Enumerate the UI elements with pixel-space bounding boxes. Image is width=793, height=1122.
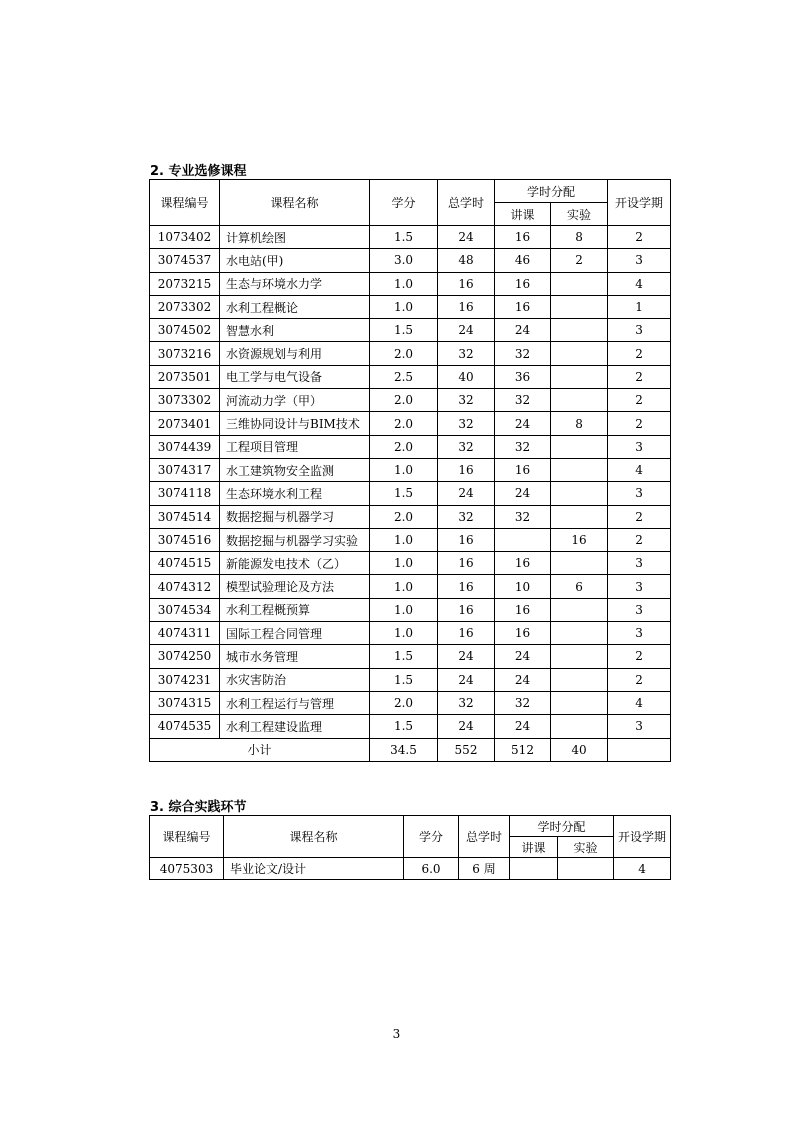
course-semester: 4	[614, 858, 671, 880]
course-name: 水电站(甲)	[220, 249, 370, 272]
course-total-hours: 32	[438, 691, 495, 714]
course-credit: 2.0	[370, 342, 438, 365]
course-code: 2073401	[150, 412, 220, 435]
course-semester: 3	[608, 482, 671, 505]
subtotal-lab-hours: 40	[551, 738, 608, 761]
course-name: 水灾害防治	[220, 668, 370, 691]
course-total-hours: 16	[438, 575, 495, 598]
course-semester: 4	[608, 691, 671, 714]
course-lab-hours	[551, 342, 608, 365]
table-row	[150, 342, 671, 365]
table-row	[150, 412, 671, 435]
course-semester: 2	[608, 505, 671, 528]
course-name: 水利工程运行与管理	[220, 691, 370, 714]
course-total-hours: 24	[438, 319, 495, 342]
course-lecture-hours: 16	[495, 295, 551, 318]
course-lab-hours	[551, 715, 608, 738]
header-lecture: 讲课	[510, 837, 558, 858]
course-lab-hours	[551, 505, 608, 528]
header-semester: 开设学期	[614, 816, 671, 858]
course-total-hours: 32	[438, 435, 495, 458]
table-row	[150, 272, 671, 295]
course-lecture-hours: 24	[495, 412, 551, 435]
course-semester: 4	[608, 272, 671, 295]
course-name: 新能源发电技术（乙）	[220, 552, 370, 575]
course-lecture-hours: 24	[495, 715, 551, 738]
course-name: 智慧水利	[220, 319, 370, 342]
header-credit: 学分	[370, 180, 438, 226]
course-total-hours: 32	[438, 412, 495, 435]
table-row	[150, 435, 671, 458]
course-lab-hours: 6	[551, 575, 608, 598]
course-total-hours: 32	[438, 505, 495, 528]
course-total-hours: 32	[438, 389, 495, 412]
course-semester: 2	[608, 342, 671, 365]
course-name: 数据挖掘与机器学习实验	[220, 528, 370, 551]
course-semester: 4	[608, 458, 671, 481]
course-semester: 2	[608, 226, 671, 249]
course-lecture-hours: 32	[495, 435, 551, 458]
table-row	[150, 389, 671, 412]
course-credit: 2.0	[370, 412, 438, 435]
course-lecture-hours: 24	[495, 668, 551, 691]
course-total-hours: 40	[438, 365, 495, 388]
course-lab-hours	[551, 598, 608, 621]
table-row	[150, 668, 671, 691]
header-total-hours: 总学时	[459, 816, 510, 858]
course-lecture-hours: 16	[495, 622, 551, 645]
header-hour-distribution: 学时分配	[510, 816, 614, 837]
table-row	[150, 575, 671, 598]
course-total-hours: 24	[438, 482, 495, 505]
course-name: 工程项目管理	[220, 435, 370, 458]
course-lab-hours	[551, 295, 608, 318]
course-total-hours: 24	[438, 226, 495, 249]
table-row	[150, 458, 671, 481]
course-lecture-hours: 16	[495, 226, 551, 249]
table-row	[150, 598, 671, 621]
course-semester: 2	[608, 668, 671, 691]
subtotal-credit: 34.5	[370, 738, 438, 761]
course-credit: 2.0	[370, 691, 438, 714]
course-name: 数据挖掘与机器学习	[220, 505, 370, 528]
course-lab-hours	[551, 435, 608, 458]
table-row	[150, 295, 671, 318]
header-lab: 实验	[558, 837, 614, 858]
course-semester: 3	[608, 435, 671, 458]
subtotal-lecture-hours: 512	[495, 738, 551, 761]
table-row	[150, 552, 671, 575]
course-lecture-hours: 32	[495, 505, 551, 528]
course-name: 国际工程合同管理	[220, 622, 370, 645]
header-course-code: 课程编号	[150, 180, 220, 226]
table-row	[150, 319, 671, 342]
subtotal-row	[150, 738, 671, 761]
course-name: 水利工程概预算	[220, 598, 370, 621]
header-course-code: 课程编号	[150, 816, 224, 858]
course-lecture-hours: 10	[495, 575, 551, 598]
course-lecture-hours: 16	[495, 552, 551, 575]
course-credit: 2.0	[370, 389, 438, 412]
course-total-hours: 16	[438, 295, 495, 318]
course-code: 4075303	[150, 858, 224, 880]
table-row	[150, 249, 671, 272]
table-row	[150, 482, 671, 505]
course-code: 3074516	[150, 528, 220, 551]
course-code: 3074514	[150, 505, 220, 528]
course-credit: 1.5	[370, 645, 438, 668]
course-name: 三维协同设计与BIM技术	[220, 412, 370, 435]
course-lecture-hours	[495, 528, 551, 551]
course-total-hours: 48	[438, 249, 495, 272]
course-semester: 3	[608, 575, 671, 598]
course-name: 水利工程概论	[220, 295, 370, 318]
course-code: 3074534	[150, 598, 220, 621]
table-row	[150, 622, 671, 645]
course-semester: 3	[608, 319, 671, 342]
course-lab-hours	[551, 389, 608, 412]
header-semester: 开设学期	[608, 180, 671, 226]
course-credit: 2.0	[370, 505, 438, 528]
course-credit: 2.5	[370, 365, 438, 388]
course-credit: 1.5	[370, 226, 438, 249]
course-credit: 1.0	[370, 575, 438, 598]
course-name: 计算机绘图	[220, 226, 370, 249]
table-row	[150, 226, 671, 249]
course-semester: 3	[608, 622, 671, 645]
course-semester: 3	[608, 715, 671, 738]
course-total-hours: 32	[438, 342, 495, 365]
course-semester: 3	[608, 552, 671, 575]
section-3-title: 3. 综合实践环节	[150, 800, 247, 815]
header-total-hours: 总学时	[438, 180, 495, 226]
table-row	[150, 528, 671, 551]
header-lecture: 讲课	[495, 203, 551, 226]
course-code: 4074311	[150, 622, 220, 645]
course-lab-hours: 8	[551, 412, 608, 435]
header-hour-distribution: 学时分配	[495, 180, 608, 203]
course-semester: 1	[608, 295, 671, 318]
course-lab-hours: 8	[551, 226, 608, 249]
page-number: 3	[392, 1027, 401, 1041]
course-name: 水工建筑物安全监测	[220, 458, 370, 481]
subtotal-total-hours: 552	[438, 738, 495, 761]
course-code: 3074250	[150, 645, 220, 668]
course-semester: 2	[608, 528, 671, 551]
course-lecture-hours: 24	[495, 319, 551, 342]
course-total-hours: 16	[438, 622, 495, 645]
course-semester: 2	[608, 365, 671, 388]
course-name: 河流动力学（甲）	[220, 389, 370, 412]
course-code: 3074315	[150, 691, 220, 714]
section-2-title: 2. 专业选修课程	[150, 164, 247, 179]
course-semester: 2	[608, 389, 671, 412]
course-code: 3074231	[150, 668, 220, 691]
practice-courses-table	[149, 815, 671, 880]
course-lecture-hours: 32	[495, 691, 551, 714]
course-total-hours: 16	[438, 272, 495, 295]
course-code: 2073215	[150, 272, 220, 295]
course-code: 4074515	[150, 552, 220, 575]
course-code: 2073302	[150, 295, 220, 318]
course-lecture-hours: 24	[495, 482, 551, 505]
course-total-hours: 24	[438, 668, 495, 691]
course-name: 水资源规划与利用	[220, 342, 370, 365]
course-lab-hours	[551, 668, 608, 691]
course-lab-hours	[558, 858, 614, 880]
course-semester: 3	[608, 249, 671, 272]
course-name: 生态与环境水力学	[220, 272, 370, 295]
table-row	[150, 715, 671, 738]
course-lecture-hours: 36	[495, 365, 551, 388]
course-lab-hours	[551, 552, 608, 575]
course-semester: 2	[608, 645, 671, 668]
course-lab-hours	[551, 272, 608, 295]
course-name: 生态环境水利工程	[220, 482, 370, 505]
course-lab-hours	[551, 622, 608, 645]
header-credit: 学分	[404, 816, 459, 858]
course-lab-hours: 16	[551, 528, 608, 551]
course-lecture-hours: 16	[495, 272, 551, 295]
course-credit: 1.0	[370, 552, 438, 575]
course-lecture-hours: 16	[495, 598, 551, 621]
course-code: 3074502	[150, 319, 220, 342]
course-lab-hours	[551, 645, 608, 668]
course-name: 模型试验理论及方法	[220, 575, 370, 598]
course-credit: 1.0	[370, 272, 438, 295]
course-lab-hours	[551, 482, 608, 505]
course-credit: 2.0	[370, 435, 438, 458]
course-total-hours: 6 周	[459, 858, 510, 880]
subtotal-semester	[608, 738, 671, 761]
course-lab-hours	[551, 319, 608, 342]
course-credit: 1.5	[370, 715, 438, 738]
header-course-name: 课程名称	[220, 180, 370, 226]
course-lab-hours	[551, 691, 608, 714]
course-credit: 1.5	[370, 319, 438, 342]
course-credit: 1.5	[370, 668, 438, 691]
course-code: 4074312	[150, 575, 220, 598]
subtotal-label: 小计	[150, 738, 370, 761]
course-lecture-hours	[510, 858, 558, 880]
table-row	[150, 645, 671, 668]
course-lecture-hours: 46	[495, 249, 551, 272]
course-code: 3073302	[150, 389, 220, 412]
table-row	[150, 691, 671, 714]
table-row	[150, 365, 671, 388]
course-total-hours: 16	[438, 458, 495, 481]
header-course-name: 课程名称	[224, 816, 404, 858]
course-name: 水利工程建设监理	[220, 715, 370, 738]
course-name: 城市水务管理	[220, 645, 370, 668]
course-lab-hours	[551, 365, 608, 388]
course-lab-hours: 2	[551, 249, 608, 272]
course-total-hours: 16	[438, 598, 495, 621]
course-lecture-hours: 32	[495, 389, 551, 412]
course-code: 2073501	[150, 365, 220, 388]
course-lecture-hours: 16	[495, 458, 551, 481]
course-code: 1073402	[150, 226, 220, 249]
elective-courses-table	[149, 179, 671, 762]
course-credit: 1.0	[370, 598, 438, 621]
course-credit: 1.0	[370, 528, 438, 551]
course-code: 3074317	[150, 458, 220, 481]
course-credit: 6.0	[404, 858, 459, 880]
course-lab-hours	[551, 458, 608, 481]
course-code: 3074537	[150, 249, 220, 272]
table-row	[150, 505, 671, 528]
course-total-hours: 24	[438, 645, 495, 668]
course-credit: 1.5	[370, 482, 438, 505]
table-row	[150, 858, 671, 880]
course-credit: 3.0	[370, 249, 438, 272]
course-lecture-hours: 24	[495, 645, 551, 668]
course-total-hours: 16	[438, 552, 495, 575]
course-code: 3074118	[150, 482, 220, 505]
course-credit: 1.0	[370, 458, 438, 481]
header-lab: 实验	[551, 203, 608, 226]
course-total-hours: 24	[438, 715, 495, 738]
course-code: 4074535	[150, 715, 220, 738]
course-semester: 2	[608, 412, 671, 435]
course-total-hours: 16	[438, 528, 495, 551]
course-code: 3073216	[150, 342, 220, 365]
course-name: 电工学与电气设备	[220, 365, 370, 388]
course-credit: 1.0	[370, 622, 438, 645]
course-code: 3074439	[150, 435, 220, 458]
course-name: 毕业论文/设计	[224, 858, 404, 880]
course-lecture-hours: 32	[495, 342, 551, 365]
course-semester: 3	[608, 598, 671, 621]
course-credit: 1.0	[370, 295, 438, 318]
